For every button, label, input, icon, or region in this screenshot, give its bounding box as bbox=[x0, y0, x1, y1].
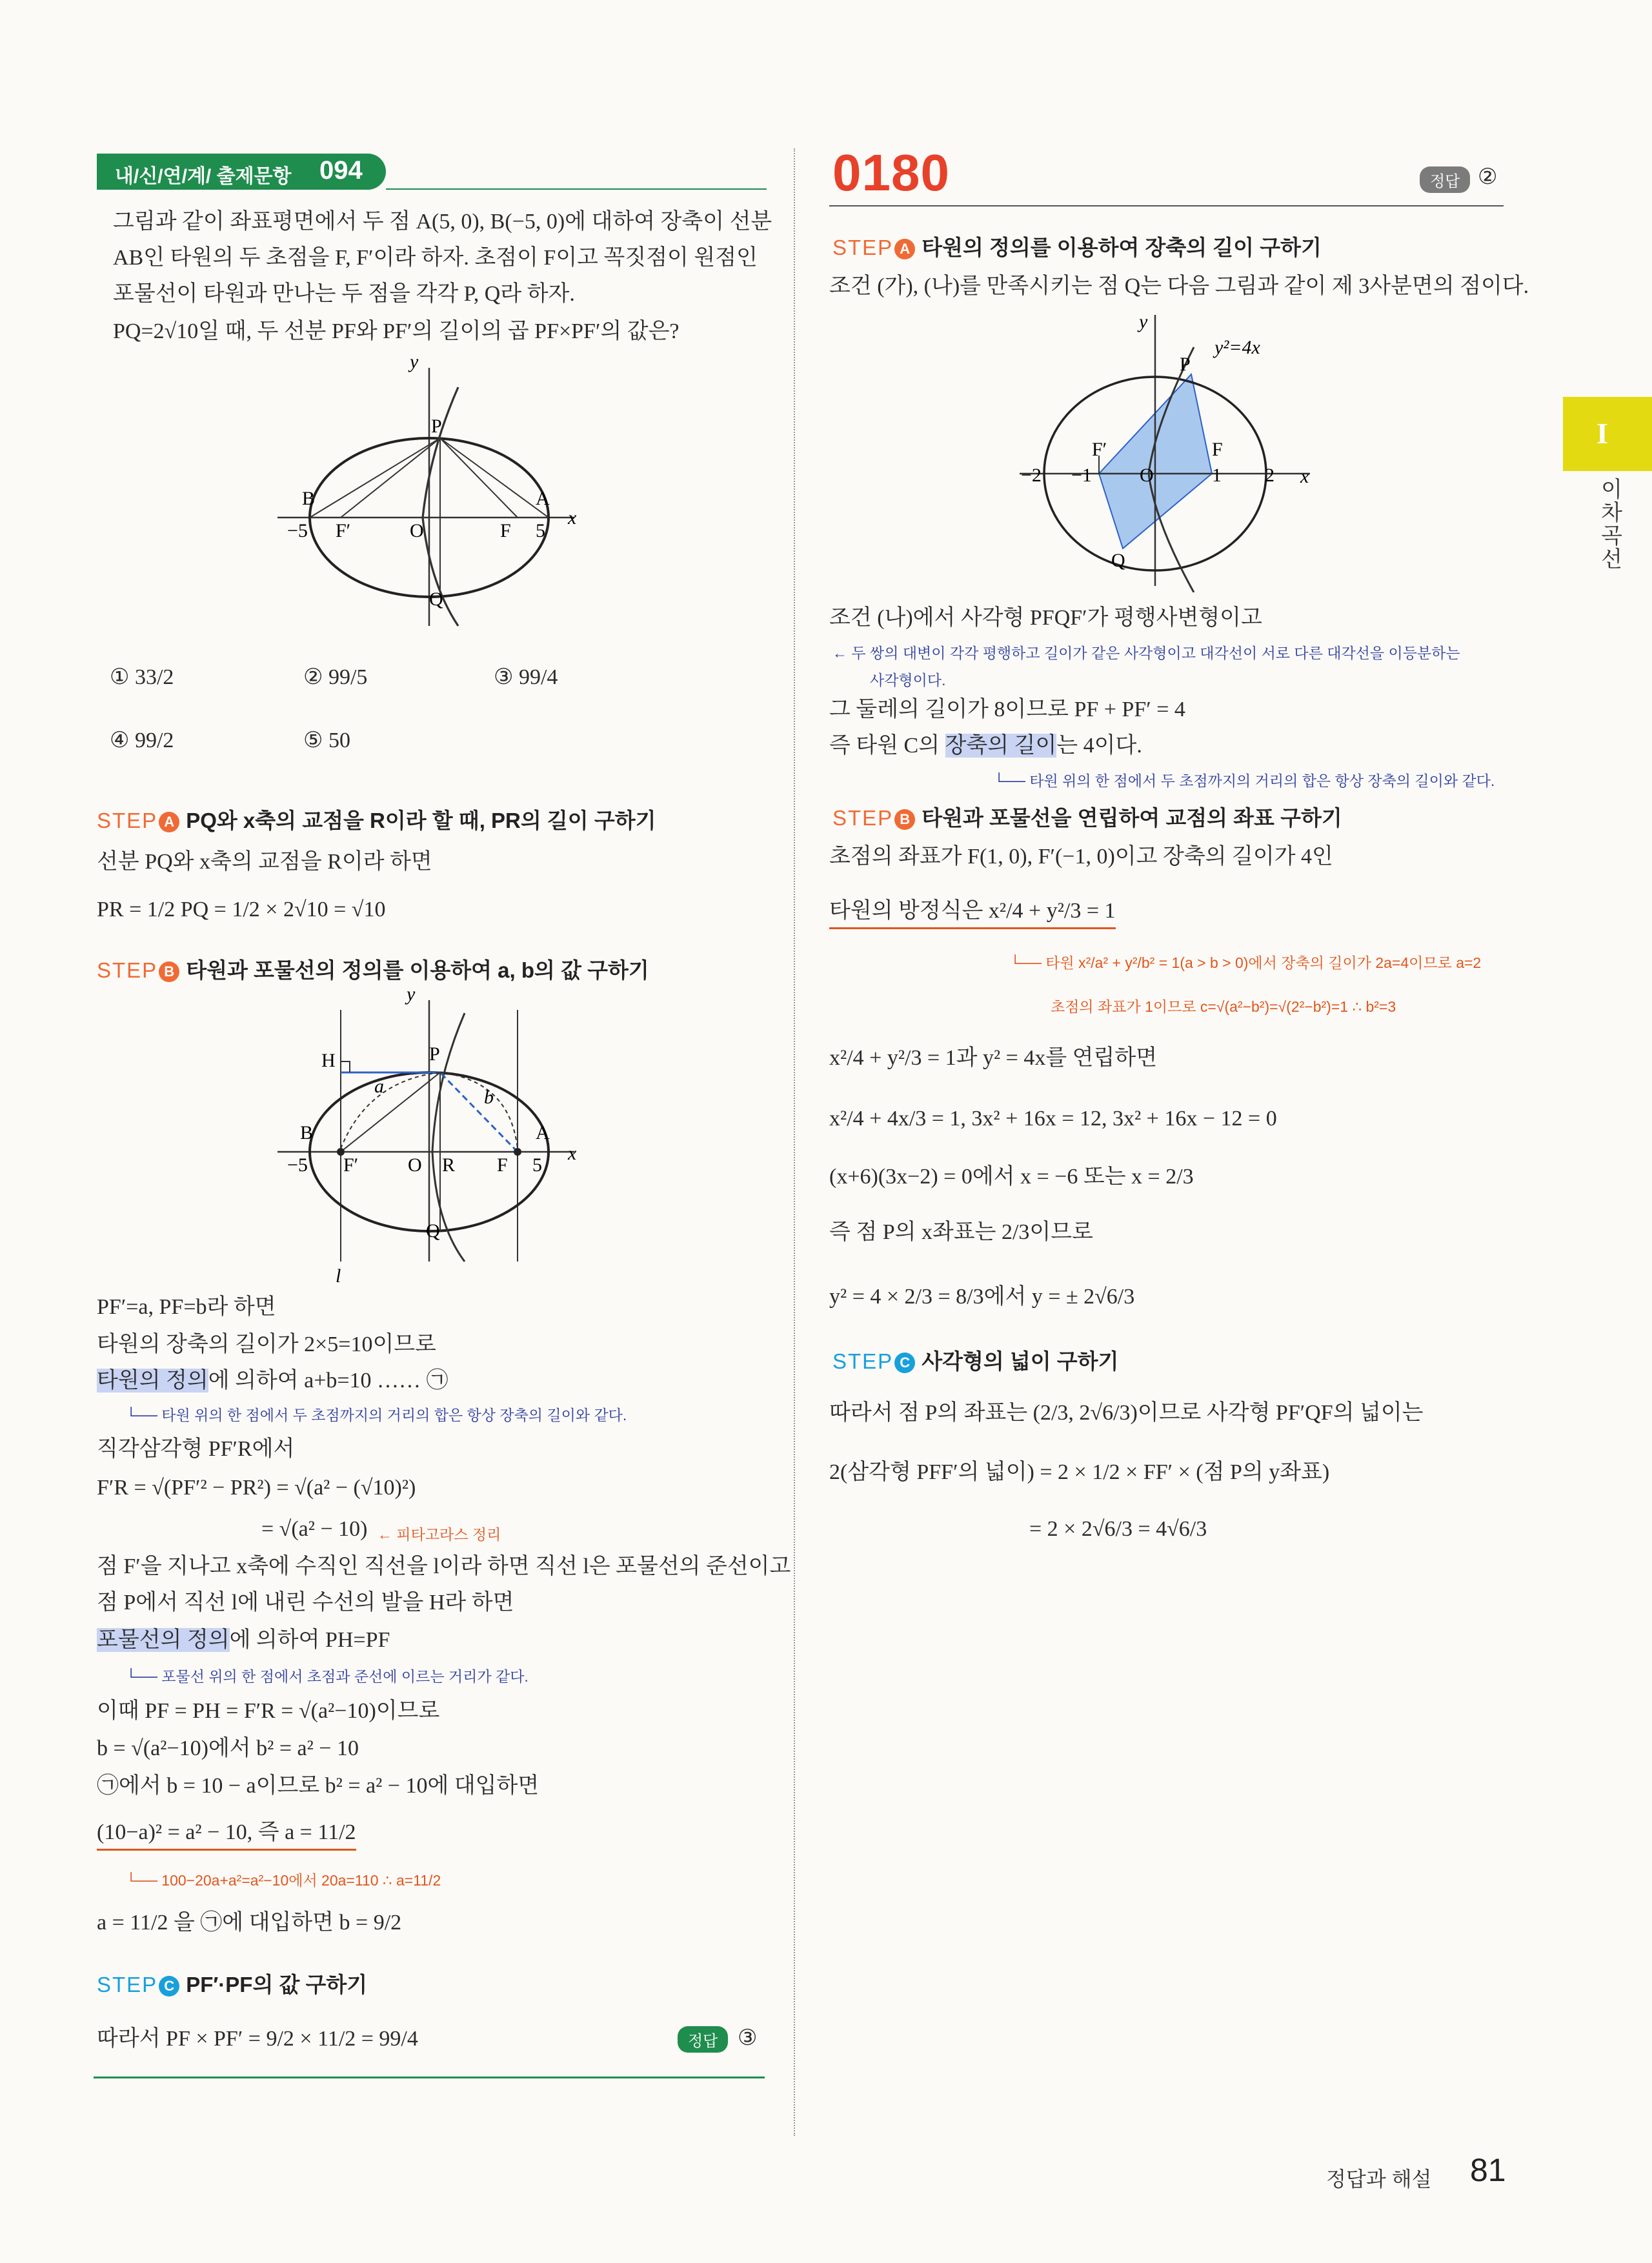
right-area-2: 2(삼각형 PFF′의 넓이) = 2 × 1/2 × FF′ × (점 P의 y좌표) bbox=[829, 1460, 1330, 1484]
column-divider bbox=[794, 148, 795, 2136]
left-line-directrix-1: 점 F′을 지나고 x축에 수직인 직선을 l이라 하면 직선 l은 포물선의 준선이고 bbox=[97, 1554, 791, 1578]
fig2-label-x: x bbox=[568, 1143, 577, 1164]
left-line-fr: F′R = √(PF′² − PR²) = √(a² − (√10)²) bbox=[97, 1476, 416, 1500]
left-stepC-heading bbox=[97, 1968, 367, 1998]
right-line-sum: 그 둘레의 길이가 8이므로 PF + PF′ = 4 bbox=[829, 698, 1185, 721]
right-calc-5: y² = 4 × 2/3 = 8/3에서 y = ± 2√6/3 bbox=[829, 1285, 1135, 1309]
choice-1: ① 33/2 bbox=[110, 665, 174, 689]
problem-line-1: 그림과 같이 좌표평면에서 두 점 A(5, 0), B(−5, 0)에 대하여 장축이 선분 bbox=[113, 210, 772, 234]
fig3-label-m1: −1 bbox=[1071, 465, 1092, 486]
left-stepA-title: PQ와 x축의 교점을 R이라 할 때, PR의 길이 구하기 bbox=[186, 809, 656, 832]
fig2-label-a: a bbox=[374, 1076, 384, 1097]
right-stepC-heading bbox=[832, 1345, 1118, 1375]
right-highlight-major: 장축의 길이 bbox=[945, 734, 1057, 758]
fig3-label-F: F bbox=[1212, 439, 1223, 460]
right-line-focus: 초점의 좌표가 F(1, 0), F′(−1, 0)이고 장축의 길이가 4인 bbox=[829, 845, 1333, 869]
right-stepC-label: STEP bbox=[832, 1349, 894, 1373]
left-line-b-value: a = 11/2 을 ㉠에 대입하면 b = 9/2 bbox=[97, 1911, 402, 1935]
left-line-directrix-2: 점 P에서 직선 l에 내린 수선의 발을 H라 하면 bbox=[97, 1591, 514, 1614]
fig2-label-Q: Q bbox=[426, 1220, 440, 1242]
right-stepB-heading bbox=[832, 801, 1342, 832]
right-stepB-letter: B bbox=[894, 809, 915, 830]
right-line-cond: 조건 (가), (나)를 만족시키는 점 Q는 다음 그림과 같이 제 3사분면의 점이다. bbox=[829, 274, 1529, 298]
right-problem-number: 0180 bbox=[832, 144, 950, 201]
left-line-final: 따라서 PF × PF′ = 9/2 × 11/2 = 99/4 bbox=[97, 2027, 418, 2051]
fig1-label-m5: −5 bbox=[287, 520, 308, 541]
left-stepB-letter: B bbox=[159, 961, 179, 982]
left-stepA-line-1: 선분 PQ와 x축의 교점을 R이라 하면 bbox=[97, 850, 432, 874]
left-line-pf-equal: 이때 PF = PH = F′R = √(a²−10)이므로 bbox=[97, 1699, 440, 1723]
left-line-substitute: ㉠에서 b = 10 − a이므로 b² = a² − 10에 대입하면 bbox=[97, 1774, 539, 1798]
left-line-def1 bbox=[97, 1368, 448, 1394]
fig2-label-b: b bbox=[484, 1087, 494, 1108]
fig1-label-A: A bbox=[536, 488, 550, 509]
fig2-label-P: P bbox=[429, 1043, 440, 1065]
left-line-def2 bbox=[97, 1627, 390, 1654]
fig2-label-A: A bbox=[536, 1122, 550, 1143]
right-line-eq: 타원의 방정식은 x²/4 + y²/3 = 1 bbox=[829, 898, 1116, 929]
left-answer-value: ③ bbox=[738, 2026, 758, 2050]
choice-4: ④ 99/2 bbox=[110, 729, 174, 752]
right-calc-2: x²/4 + 4x/3 = 1, 3x² + 16x = 12, 3x² + 16x − 12 = 0 bbox=[829, 1107, 1277, 1131]
left-note-solve-a: └── 100−20a+a²=a²−10에서 20a=110 ∴ a=11/2 bbox=[126, 1872, 441, 1889]
right-line-para: 조건 (나)에서 사각형 PFQF′가 평행사변형이고 bbox=[829, 606, 1262, 630]
problem-line-4: PQ=2√10일 때, 두 선분 PF와 PF′의 길이의 곱 PF×PF′의 값은? bbox=[113, 319, 680, 343]
problem-line-3: 포물선이 타원과 만나는 두 점을 각각 P, Q라 하자. bbox=[113, 282, 575, 306]
fig2-label-F: F bbox=[497, 1154, 508, 1176]
problem-figure bbox=[271, 348, 607, 632]
problem-line-2: AB인 타원의 두 초점을 F, F′이라 하자. 초점이 F이고 꼭짓점이 원점인 bbox=[113, 246, 758, 270]
left-stepB-label: STEP bbox=[97, 958, 158, 982]
fig1-label-Q: Q bbox=[429, 588, 443, 610]
left-stepC-title: PF′·PF의 값 구하기 bbox=[186, 1973, 368, 1996]
left-highlight-parabola-def: 포물선의 정의 bbox=[97, 1628, 230, 1652]
fig3-label-m2: −2 bbox=[1021, 465, 1042, 486]
left-line-fr2: = √(a² − 10) bbox=[261, 1517, 368, 1541]
right-stepA-heading bbox=[832, 231, 1322, 261]
left-line-b-squared: b = √(a²−10)에서 b² = a² − 10 bbox=[97, 1736, 359, 1760]
right-note-eq-2: 초점의 좌표가 1이므로 c=√(a²−b²)=√(2²−b²)=1 ∴ b²=3 bbox=[1051, 998, 1396, 1015]
fig2-label-H: H bbox=[321, 1050, 336, 1071]
right-line-major bbox=[829, 733, 1142, 759]
left-line-solve-a: (10−a)² = a² − 10, 즉 a = 11/2 bbox=[97, 1820, 356, 1851]
fig3-label-two: 2 bbox=[1265, 465, 1274, 486]
problem-badge-label: 내/신/연/계/ 출제문항 bbox=[115, 166, 292, 187]
right-stepA-letter: A bbox=[894, 239, 915, 259]
chapter-side-tab[interactable] bbox=[1563, 397, 1652, 471]
fig2-label-B: B bbox=[300, 1122, 314, 1143]
right-area-3: = 2 × 2√6/3 = 4√6/3 bbox=[1029, 1517, 1207, 1541]
left-note-pythagoras: ← 피타고라스 정리 bbox=[378, 1526, 501, 1543]
left-bottom-rule bbox=[94, 2077, 765, 2078]
right-calc-3: (x+6)(3x−2) = 0에서 x = −6 또는 x = 2/3 bbox=[829, 1165, 1194, 1189]
choice-2: ② 99/5 bbox=[303, 665, 368, 689]
fig3-label-y: y bbox=[1139, 311, 1148, 332]
left-stepA-heading bbox=[97, 804, 656, 834]
stepB-figure bbox=[271, 984, 607, 1287]
fig1-label-B: B bbox=[302, 488, 316, 509]
fig2-label-R: R bbox=[442, 1154, 456, 1176]
choice-3: ③ 99/4 bbox=[494, 665, 558, 689]
right-stepA-title: 타원의 정의를 이용하여 장축의 길이 구하기 bbox=[922, 236, 1322, 259]
right-stepC-letter: C bbox=[894, 1353, 915, 1373]
fig3-label-one: 1 bbox=[1212, 465, 1222, 486]
right-stepB-label: STEP bbox=[832, 806, 894, 830]
fig2-label-O: O bbox=[408, 1154, 422, 1176]
left-line-major: 타원의 장축의 길이가 2×5=10이므로 bbox=[97, 1333, 436, 1356]
fig1-label-F: F bbox=[500, 520, 511, 541]
problem-badge-number: 094 bbox=[319, 156, 363, 185]
left-line-right-triangle: 직각삼각형 PF′R에서 bbox=[97, 1437, 295, 1461]
right-answer-value: ② bbox=[1478, 165, 1498, 189]
problem-badge bbox=[97, 154, 386, 190]
left-line-def1-rest: 에 의하여 a+b=10 …… ㉠ bbox=[208, 1369, 448, 1393]
right-note-para: ← 두 쌍의 대변이 각각 평행하고 길이가 같은 사각형이고 대각선이 서로 다른 대각선을 이등분하는 bbox=[832, 645, 1460, 661]
right-calc-4: 즉 점 P의 x좌표는 2/3이므로 bbox=[829, 1220, 1093, 1244]
left-stepC-letter: C bbox=[159, 1976, 179, 1996]
right-note-eq-1: └── 타원 x²/a² + y²/b² = 1(a > b > 0)에서 장축의 길이가 2a=4이므로 a=2 bbox=[1010, 954, 1482, 971]
fig3-label-Fp: F′ bbox=[1092, 439, 1107, 460]
right-calc-1: x²/4 + y²/3 = 1과 y² = 4x를 연립하면 bbox=[829, 1046, 1158, 1070]
right-top-rule bbox=[829, 205, 1504, 206]
right-note-major: └── 타원 위의 한 점에서 두 초점까지의 거리의 합은 항상 장축의 길이와 같다. bbox=[994, 772, 1495, 789]
left-stepB-title: 타원과 포물선의 정의를 이용하여 a, b의 값 구하기 bbox=[186, 958, 649, 982]
left-line-pf: PF′=a, PF=b라 하면 bbox=[97, 1295, 276, 1319]
left-line-def2-rest: 에 의하여 PH=PF bbox=[229, 1628, 390, 1652]
chapter-title: 이차곡선 bbox=[1597, 478, 1622, 570]
left-answer-badge: 정답 bbox=[678, 2026, 728, 2053]
right-line-major-pre: 즉 타원 C의 bbox=[829, 734, 945, 758]
right-line-major-post: 는 4이다. bbox=[1056, 734, 1142, 758]
chapter-roman: I bbox=[1597, 417, 1608, 450]
footer-label: 정답과 해설 bbox=[1326, 2167, 1432, 2191]
left-stepA-label: STEP bbox=[97, 809, 158, 832]
fig2-label-y: y bbox=[407, 984, 416, 1005]
right-area-1: 따라서 점 P의 좌표는 (2/3, 2√6/3)이므로 사각형 PF′QF의 넓이는 bbox=[829, 1401, 1424, 1425]
fig3-label-curve: y²=4x bbox=[1214, 337, 1260, 358]
left-note-ellipse-def: └── 타원 위의 한 점에서 두 초점까지의 거리의 합은 항상 장축의 길이와 같다. bbox=[126, 1407, 627, 1423]
fig2-label-m5: −5 bbox=[287, 1154, 308, 1176]
right-stepB-title: 타원과 포물선을 연립하여 교점의 좌표 구하기 bbox=[922, 806, 1342, 830]
fig1-label-P: P bbox=[431, 416, 442, 437]
fig2-label-Fp: F′ bbox=[343, 1154, 359, 1176]
fig1-label-x: x bbox=[568, 507, 577, 528]
fig2-label-l: l bbox=[336, 1265, 341, 1287]
right-answer-badge: 정답 bbox=[1420, 166, 1470, 193]
fig1-label-Fp: F′ bbox=[336, 520, 351, 541]
fig2-label-p5: 5 bbox=[532, 1154, 542, 1176]
fig3-label-O: O bbox=[1140, 465, 1154, 486]
right-note-para-2: 사각형이다. bbox=[870, 672, 946, 689]
fig1-label-p5: 5 bbox=[536, 520, 545, 541]
right-stepA-label: STEP bbox=[832, 236, 894, 259]
left-stepC-label: STEP bbox=[97, 1973, 158, 1996]
page-number: 81 bbox=[1470, 2152, 1506, 2188]
choice-5: ⑤ 50 bbox=[303, 729, 350, 752]
fig1-label-O: O bbox=[410, 520, 424, 541]
right-figure bbox=[1007, 308, 1329, 592]
problem-divider bbox=[386, 188, 767, 190]
right-stepC-title: 사각형의 넓이 구하기 bbox=[922, 1349, 1119, 1373]
fig1-label-y: y bbox=[410, 351, 419, 372]
left-stepA-line-2: PR = 1/2 PQ = 1/2 × 2√10 = √10 bbox=[97, 898, 386, 921]
fig3-label-P: P bbox=[1180, 354, 1191, 375]
left-stepB-heading bbox=[97, 954, 649, 984]
left-stepA-letter: A bbox=[159, 812, 179, 832]
fig3-label-x: x bbox=[1300, 466, 1309, 487]
fig3-label-Q: Q bbox=[1111, 550, 1125, 571]
left-highlight-ellipse-def: 타원의 정의 bbox=[97, 1369, 208, 1393]
left-note-parabola-def: └── 포물선 위의 한 점에서 초점과 준선에 이르는 거리가 같다. bbox=[126, 1668, 529, 1685]
